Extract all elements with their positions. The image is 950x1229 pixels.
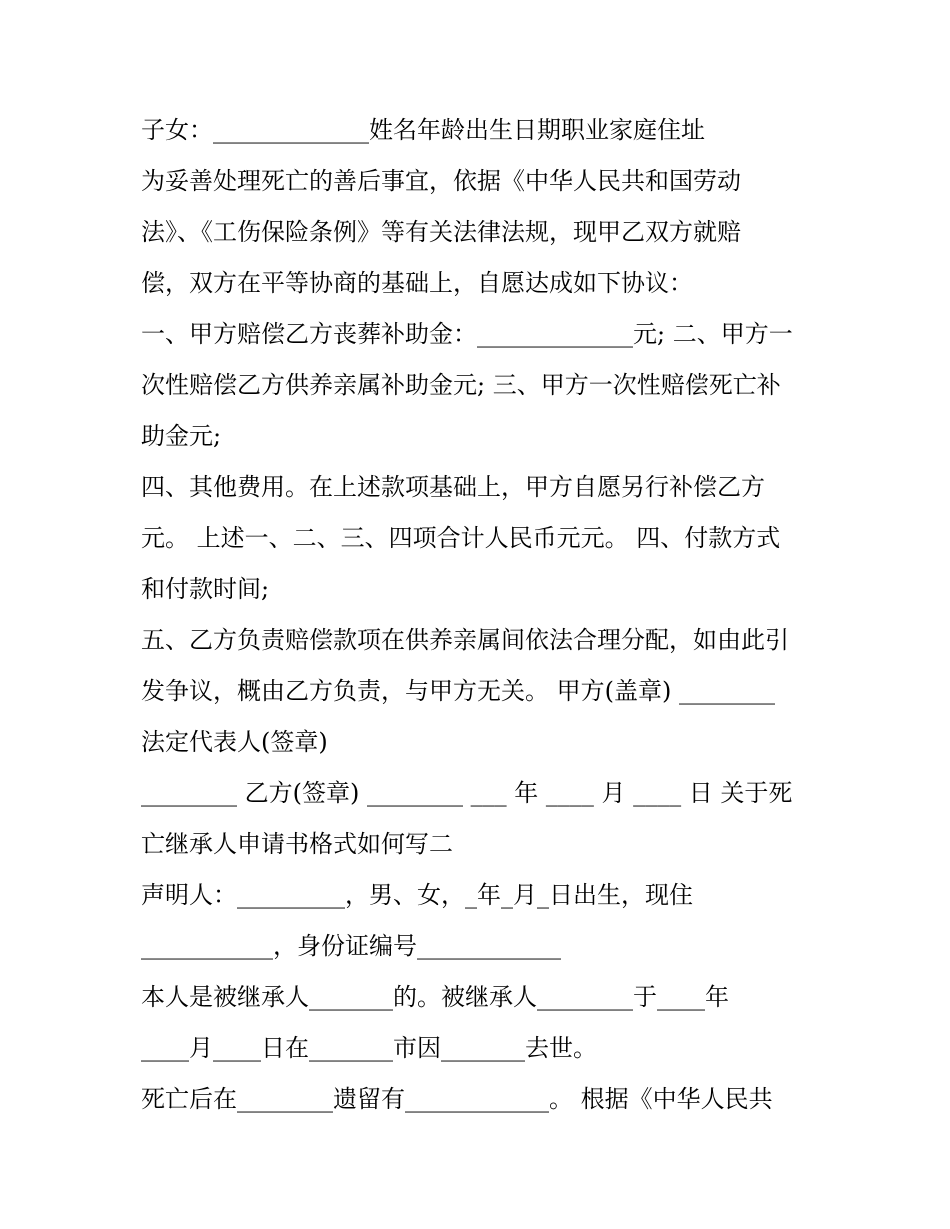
text-line: 助金元; <box>141 422 222 450</box>
text-line: 亡继承人申请书格式如何写二 <box>141 830 453 858</box>
text-line: 五、乙方负责赔偿款项在供养亲属间依法合理分配，如由此引 <box>141 626 789 654</box>
text-line: 一、甲方赔偿乙方丧葬补助金：_____________元; 二、甲方一 <box>141 320 793 348</box>
text-line: ___________，身份证编号____________ <box>141 932 561 960</box>
text-line: ________ 乙方(签章) ________ ___ 年 ____ 月 ____ 日 关于死 <box>141 779 793 807</box>
text-line: 子女：_____________姓名年龄出生日期职业家庭住址 <box>141 116 705 144</box>
text-line: 本人是被继承人_______的。被继承人________于____年 <box>141 983 729 1011</box>
text-line: 和付款时间; <box>141 575 270 603</box>
text-line: ____月____日在_______市因_______去世。 <box>141 1034 597 1062</box>
text-line: 为妥善处理死亡的善后事宜，依据《中华人民共和国劳动 <box>141 167 741 195</box>
text-line: 法》、《工伤保险条例》等有关法律法规，现甲乙双方就赔 <box>141 218 741 246</box>
text-line: 声明人：_________，男、女，_年_月_日出生，现住 <box>141 881 693 909</box>
text-line: 元。 上述一、二、三、四项合计人民币元元。 四、付款方式 <box>141 524 781 552</box>
text-line: 发争议，概由乙方负责，与甲方无关。 甲方(盖章) ________ <box>141 677 775 705</box>
document-body <box>141 108 821 1128</box>
text-line: 四、其他费用。在上述款项基础上，甲方自愿另行补偿乙方 <box>141 473 765 501</box>
text-line: 偿，双方在平等协商的基础上，自愿达成如下协议： <box>141 269 693 297</box>
text-line: 死亡后在________遗留有____________。 根据《中华人民共 <box>141 1085 773 1113</box>
text-line: 次性赔偿乙方供养亲属补助金元; 三、甲方一次性赔偿死亡补 <box>141 371 781 399</box>
text-line: 法定代表人(签章) <box>141 728 328 756</box>
